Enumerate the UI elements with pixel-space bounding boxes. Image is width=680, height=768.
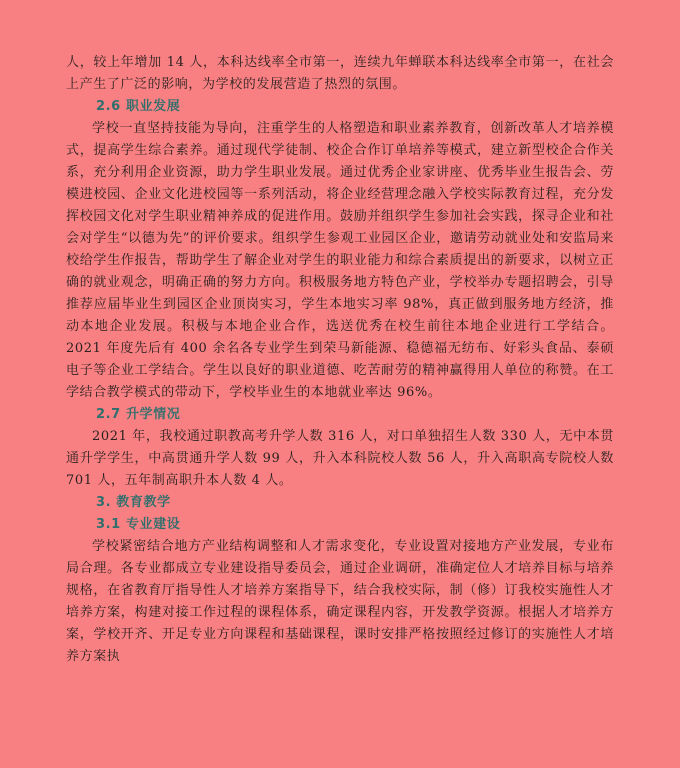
paragraph-major-construction: 学校紧密结合地方产业结构调整和人才需求变化，专业设置对接地方产业发展，专业布局合理。各专业都成立专业建设指导委员会，通过企业调研，准确定位人才培养目标与培养规格，在省教育厅指导性人才培养方案指导下，结合我校实际，制（修）订我校实施性人才培养方案，构建对接工作过程的课程体系，确定课程内容，开发教学资源。根据人才培养方案，学校开齐、开足专业方向课程和基础课程，课时安排严格按照经过修订的实施性人才培养方案执 [66,539,614,664]
heading-further-study: 2.7 升学情况 [96,407,181,422]
paragraph-further-study: 2021 年，我校通过职教高考升学人数 316 人，对口单独招生人数 330 人，无中本贯通升学学生，中高贯通升学人数 99 人，升入本科院校人数 56 人，升入高职高专院校人数 701 人，五年制高职升本人数 4 人。 [66,429,614,488]
heading-major-construction: 3.1 专业建设 [96,517,181,532]
heading-education-teaching: 3. 教育教学 [96,495,171,510]
heading-career-development: 2.6 职业发展 [96,99,181,114]
top-paragraph: 人，较上年增加 14 人，本科达线率全市第一，连续九年蝉联本科达线率全市第一，在社会上产生了广泛的影响，为学校的发展营造了热烈的氛围。 [66,55,614,92]
paragraph-career-development: 学校一直坚持技能为导向，注重学生的人格塑造和职业素养教育，创新改革人才培养模式，提高学生综合素养。通过现代学徒制、校企合作订单培养等模式，建立新型校企合作关系，充分利用企业资源，助力学生职业发展。通过优秀企业家讲座、优秀毕业生报告会、劳模进校园、企业文化进校园等一系列活动，将企业经营理念融入学校实际教育过程，充分发挥校园文化对学生职业精神养成的促进作用。鼓励并组织学生参加社会实践，探寻企业和社会对学生“以德为先”的评价要求。组织学生参观工业园区企业，邀请劳动就业处和安监局来校给学生作报告，帮助学生了解企业对学生的职业能力和综合素质提出的新要求，以树立正确的就业观念，明确正确的努力方向。积极服务地方特色产业，学校举办专题招聘会，引导推荐应届毕业生到园区企业顶岗实习，学生本地实习率 98%，真正做到服务地方经济，推动本地企业发展。积极与本地企业合作，选送优秀在校生前往本地企业进行工学结合。2021 年度先后有 400 余名各专业学生到荣马新能源、稳德福无纺布、好彩头食品、泰硕电子等企业工学结合。学生以良好的职业道德、吃苦耐劳的精神赢得用人单位的称赞。在工学结合教学模式的带动下，学校毕业生的本地就业率达 96%。 [66,121,614,400]
